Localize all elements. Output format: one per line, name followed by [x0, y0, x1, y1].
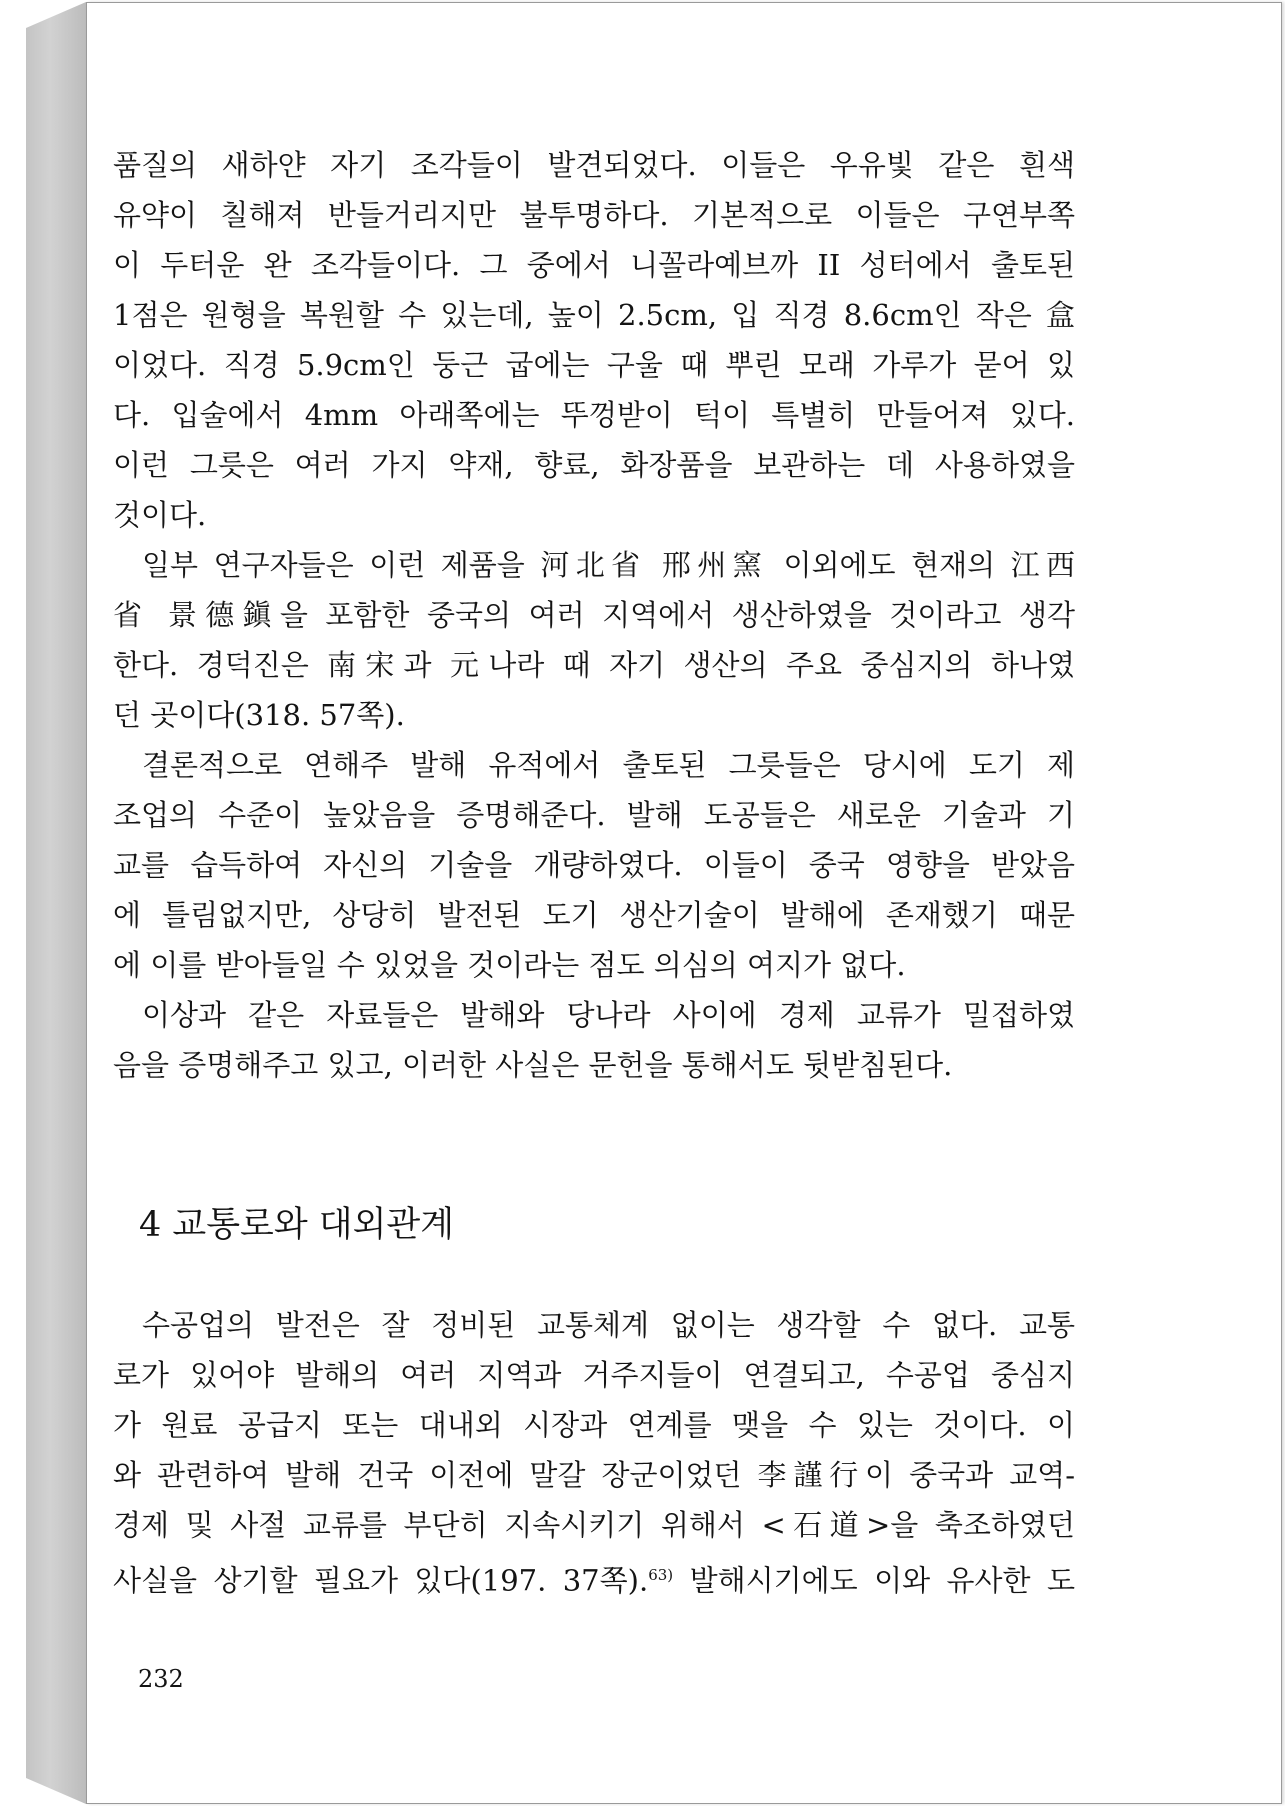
- section-body-text: [113, 1300, 1075, 1600]
- text-line: 와 관련하여 발해 건국 이전에 말갈 장군이었던 李謹行이 중국과 교역-: [113, 1458, 1075, 1492]
- text-line: 이 두터운 완 조각들이다. 그 중에서 니꼴라예브까 II 성터에서 출토된: [113, 248, 1075, 282]
- text-line: 이상과 같은 자료들은 발해와 당나라 사이에 경제 교류가 밀접하였: [142, 998, 1075, 1032]
- paragraph: [113, 990, 1075, 1090]
- text-line: 결론적으로 연해주 발해 유적에서 출토된 그릇들은 당시에 도기 제: [142, 748, 1075, 782]
- text-line: 조업의 수준이 높았음을 증명해준다. 발해 도공들은 새로운 기술과 기: [113, 798, 1075, 832]
- text-line: 이런 그릇은 여러 가지 약재, 향료, 화장품을 보관하는 데 사용하였을: [113, 448, 1075, 482]
- text-line: 유약이 칠해져 반들거리지만 불투명하다. 기본적으로 이들은 구연부쪽: [113, 198, 1075, 232]
- text-line: 수공업의 발전은 잘 정비된 교통체계 없이는 생각할 수 없다. 교통: [142, 1308, 1075, 1342]
- text-line: 교를 습득하여 자신의 기술을 개량하였다. 이들이 중국 영향을 받았음: [113, 848, 1075, 882]
- body-text: [113, 140, 1075, 1090]
- text-line: 음을 증명해주고 있고, 이러한 사실은 문헌을 통해서도 뒷받침된다.: [113, 1048, 953, 1082]
- text-line: 1점은 원형을 복원할 수 있는데, 높이 2.5cm, 입 직경 8.6cm인 작은 盒: [113, 298, 1075, 332]
- paragraph: [113, 740, 1075, 990]
- paragraph: [113, 540, 1075, 740]
- page-number: 232: [138, 1665, 184, 1693]
- text-line: 던 곳이다(318. 57쪽).: [113, 698, 405, 732]
- text-segment: 사실을 상기할 필요가 있다(197. 37쪽).: [113, 1563, 649, 1598]
- text-line: 품질의 새하얀 자기 조각들이 발견되었다. 이들은 우유빛 같은 흰색: [113, 148, 1075, 182]
- text-line: 가 원료 공급지 또는 대내외 시장과 연계를 맺을 수 있는 것이다. 이: [113, 1408, 1075, 1442]
- text-line: 省 景德鎭을 포함한 중국의 여러 지역에서 생산하였을 것이라고 생각: [113, 598, 1075, 632]
- text-line: 것이다.: [113, 498, 207, 532]
- book-spine: [26, 2, 86, 1804]
- text-line: 에 이를 받아들일 수 있었을 것이라는 점도 의심의 여지가 없다.: [113, 948, 906, 982]
- text-line: 일부 연구자들은 이런 제품을 河北省 邢州窯 이외에도 현재의 江西: [142, 548, 1075, 582]
- text-line: 경제 및 사절 교류를 부단히 지속시키기 위해서 <石道>을 축조하였던: [113, 1508, 1075, 1542]
- text-line-with-footnote: [113, 1550, 1075, 1600]
- paragraph: [113, 1300, 1075, 1600]
- text-segment: 발해시기에도 이와 유사한 도: [673, 1563, 1075, 1598]
- text-line: 다. 입술에서 4mm 아래쪽에는 뚜껑받이 턱이 특별히 만들어져 있다.: [113, 398, 1075, 432]
- text-line: 이었다. 직경 5.9cm인 둥근 굽에는 구울 때 뿌린 모래 가루가 묻어 있: [113, 348, 1075, 382]
- section-heading: 4 교통로와 대외관계: [139, 1205, 454, 1245]
- text-line: 에 틀림없지만, 상당히 발전된 도기 생산기술이 발해에 존재했기 때문: [113, 898, 1075, 932]
- text-line: 한다. 경덕진은 南宋과 元나라 때 자기 생산의 주요 중심지의 하나였: [113, 648, 1075, 682]
- text-line: 로가 있어야 발해의 여러 지역과 거주지들이 연결되고, 수공업 중심지: [113, 1358, 1075, 1392]
- footnote-reference[interactable]: 63): [648, 1566, 674, 1584]
- paragraph: [113, 140, 1075, 540]
